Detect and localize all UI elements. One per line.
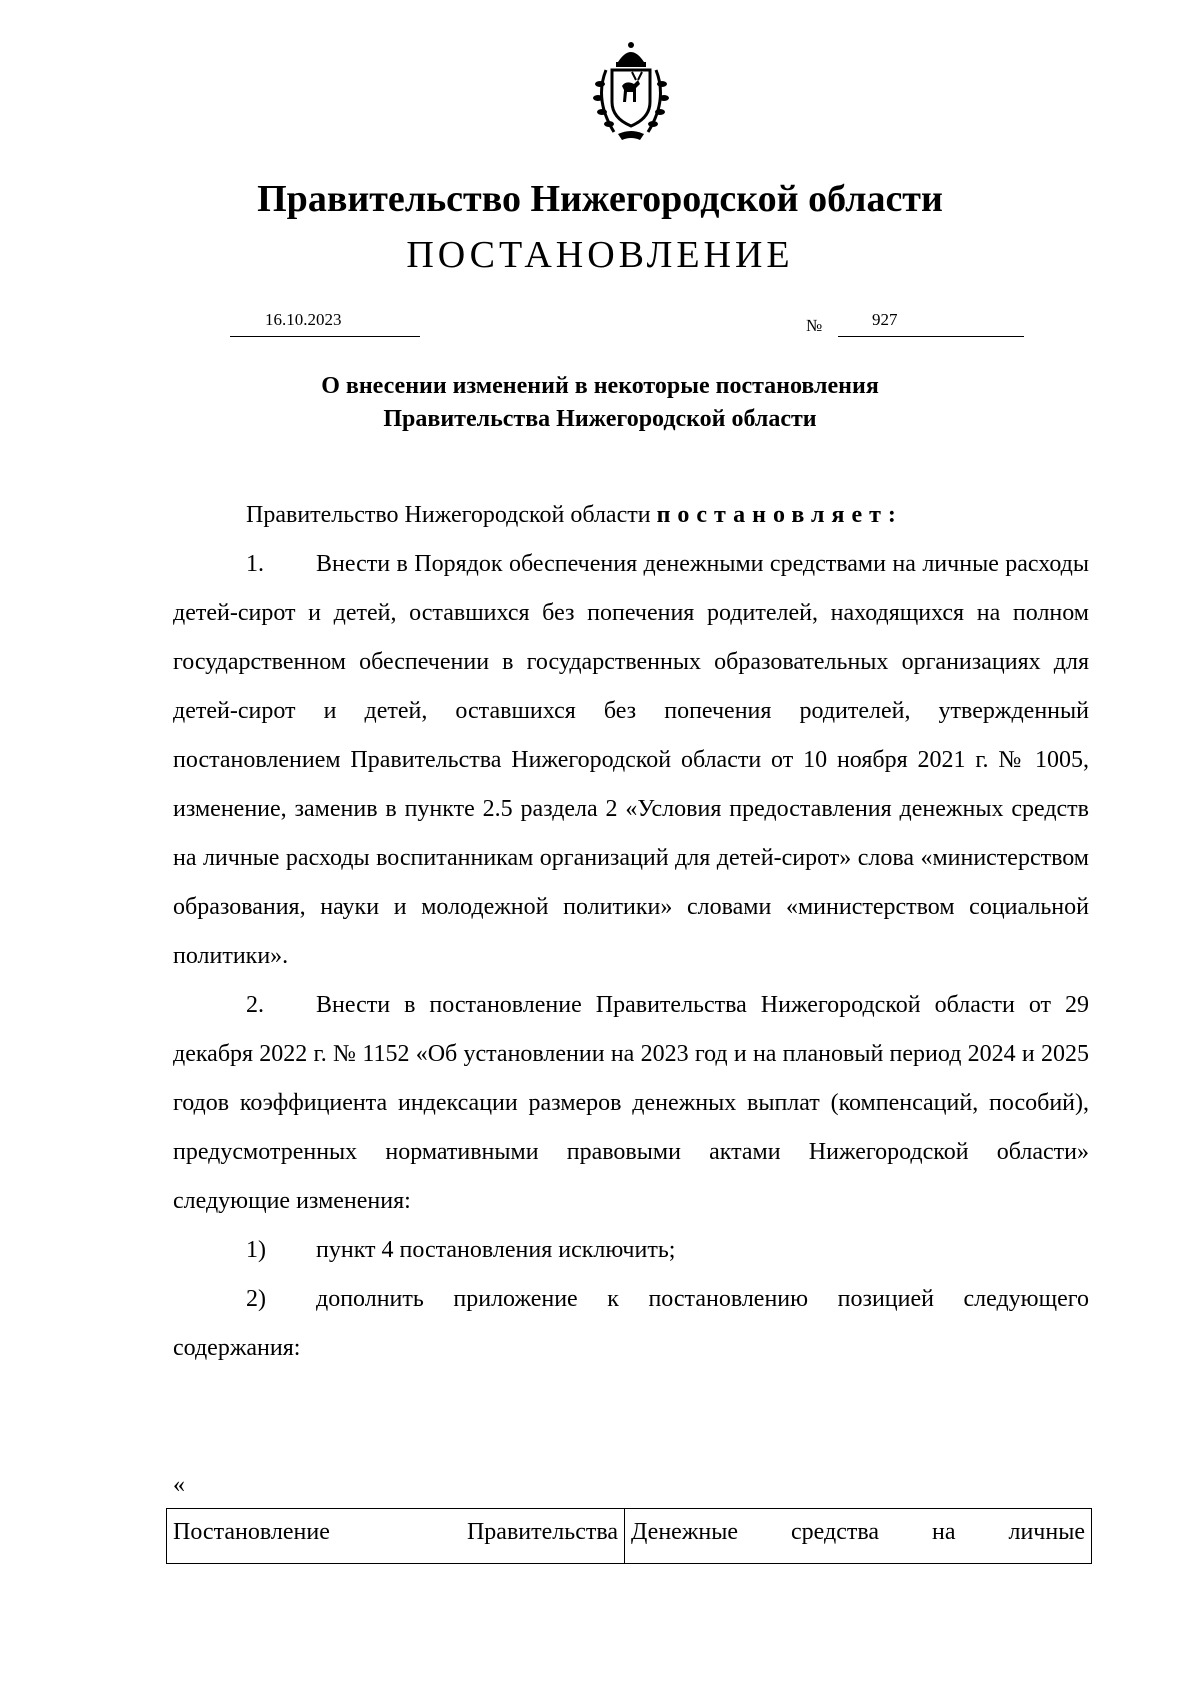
subitem-1-number: 1) xyxy=(246,1237,266,1263)
cell-word: Постановление xyxy=(173,1519,330,1545)
number-field xyxy=(838,310,1024,337)
document-date: 16.10.2023 xyxy=(265,310,342,329)
cell-word: средства xyxy=(791,1519,880,1545)
item-2 xyxy=(173,981,1089,1226)
intro-decision-word: постановляет: xyxy=(656,502,903,528)
cell-word: Денежные xyxy=(631,1519,739,1545)
document-body xyxy=(173,491,1089,1373)
table-cell-document xyxy=(167,1509,625,1563)
item-1-number: 1. xyxy=(246,551,264,577)
item-1 xyxy=(173,540,1089,981)
document-number: 927 xyxy=(872,310,898,329)
cell-word: личные xyxy=(1008,1519,1085,1545)
cell-word: Правительства xyxy=(466,1519,618,1545)
item-1-text: Внести в Порядок обеспечения денежными средствами на личные расходы детей-сирот и детей, оставшихся без попечения родителей, находящихся на полном государственном обеспечении в государственных образовательных организациях для детей-сирот и детей, оставшихся без попечения родителей, утвержденный постановлением Правительства Нижегородской области от 10 ноября 2021 г. № 1005, изменение, заменив в пункте 2.5 раздела 2 «Условия предоставления денежных средств на личные расходы воспитанникам организаций для детей-сирот» слова «министерством образования, науки и молодежной политики» словами «министерством социальной политики». xyxy=(173,551,1089,969)
number-sign: № xyxy=(806,316,823,335)
subitem-1-text: пункт 4 постановления исключить; xyxy=(316,1237,676,1263)
subject-line-2: Правительства Нижегородской области xyxy=(383,406,817,432)
subitem-1 xyxy=(173,1226,1089,1275)
coat-of-arms-icon xyxy=(578,40,684,146)
table-cell-description xyxy=(625,1509,1091,1563)
opening-quote: « xyxy=(173,1472,185,1498)
subitem-2-number: 2) xyxy=(246,1286,266,1312)
item-2-number: 2. xyxy=(246,992,264,1018)
subject-line-1: О внесении изменений в некоторые постановления xyxy=(321,373,879,399)
subitem-2-text: дополнить приложение к постановлению позицией следующего содержания: xyxy=(173,1286,1089,1361)
intro-paragraph xyxy=(173,491,1089,540)
document-subject xyxy=(0,370,1200,436)
document-type: ПОСТАНОВЛЕНИЕ xyxy=(406,234,794,276)
date-field xyxy=(230,310,420,337)
inserted-table xyxy=(166,1508,1092,1564)
intro-text: Правительство Нижегородской области xyxy=(246,502,657,528)
item-2-text: Внести в постановление Правительства Нижегородской области от 29 декабря 2022 г. № 1152 «Об установлении на 2023 год и на плановый период 2024 и 2025 годов коэффициента индексации размеров денежных выплат (компенсаций, пособий), предусмотренных нормативными правовыми актами Нижегородской области» следующие изменения: xyxy=(173,992,1089,1214)
subitem-2 xyxy=(173,1275,1089,1373)
government-title: Правительство Нижегородской области xyxy=(257,178,943,220)
cell-word: на xyxy=(932,1519,956,1545)
